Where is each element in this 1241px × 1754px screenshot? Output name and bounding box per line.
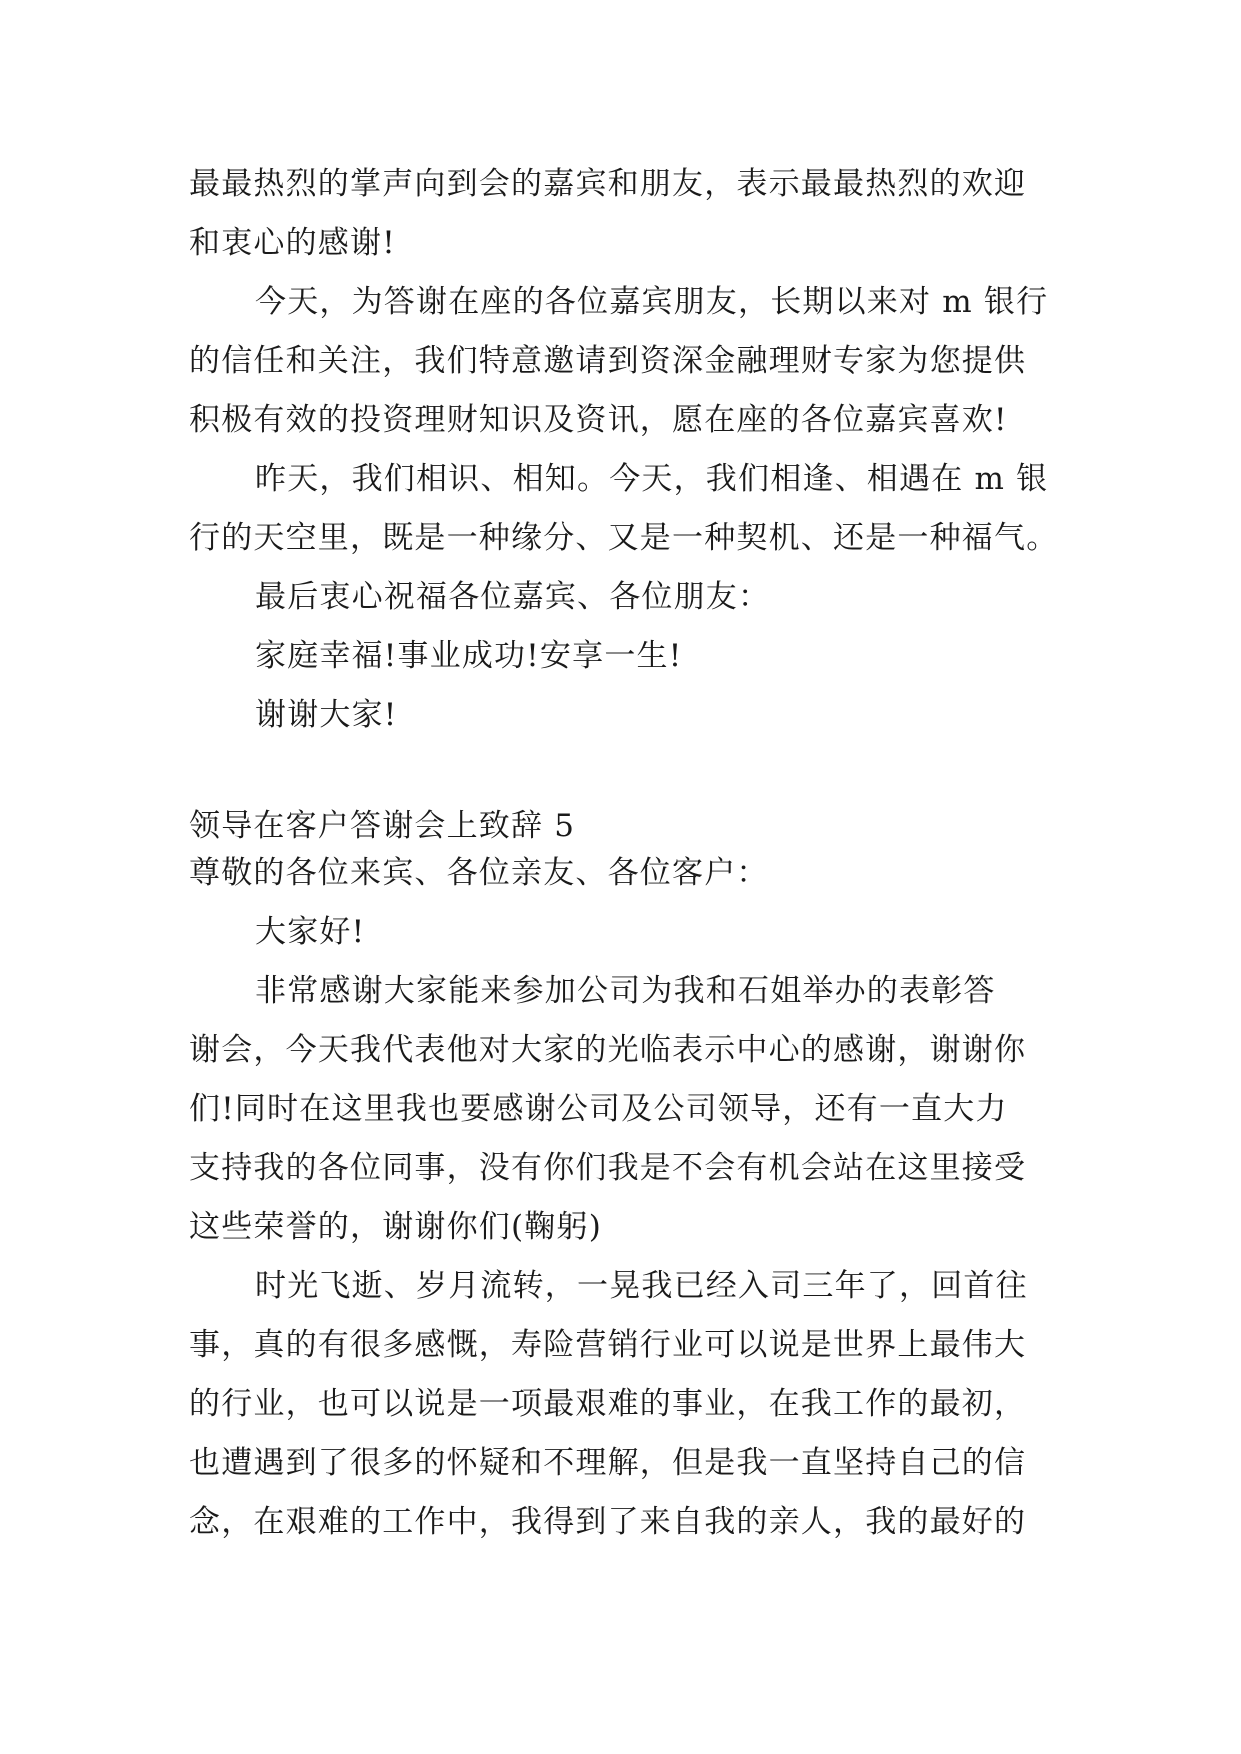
text-line: 行的天空里，既是一种缘分、又是一种契机、还是一种福气。 (189, 520, 1059, 556)
paragraph-first-line: 非常感谢大家能来参加公司为我和石姐举办的表彰答 (255, 973, 996, 1009)
text-line: 支持我的各位同事，没有你们我是不会有机会站在这里接受 (189, 1150, 1027, 1186)
text-line: 的信任和关注，我们特意邀请到资深金融理财专家为您提供 (189, 343, 1027, 379)
document-body (189, 155, 1059, 1552)
greeting-line: 大家好! (255, 914, 366, 950)
section-gap (189, 745, 1059, 803)
section-title: 领导在客户答谢会上致辞 5 (189, 808, 576, 844)
text-line: 积极有效的投资理财知识及资讯，愿在座的各位嘉宾喜欢! (189, 402, 1008, 438)
text-line: 和衷心的感谢! (189, 225, 396, 261)
thanks-line: 谢谢大家! (255, 697, 398, 733)
blessing-line: 最后衷心祝福各位嘉宾、各位朋友： (255, 579, 771, 615)
text-line: 也遭遇到了很多的怀疑和不理解，但是我一直坚持自己的信 (189, 1445, 1027, 1481)
paragraph-first-line: 今天，为答谢在座的各位嘉宾朋友，长期以来对 m 银行 (255, 284, 1049, 320)
text-line: 最最热烈的掌声向到会的嘉宾和朋友，表示最最热烈的欢迎 (189, 166, 1027, 202)
paragraph-first-line: 时光飞逝、岁月流转，一晃我已经入司三年了，回首往 (255, 1268, 1028, 1304)
text-line: 事，真的有很多感慨，寿险营销行业可以说是世界上最伟大 (189, 1327, 1027, 1363)
text-line: 的行业，也可以说是一项最艰难的事业，在我工作的最初， (189, 1386, 1027, 1422)
text-line: 谢会，今天我代表他对大家的光临表示中心的感谢，谢谢你 (189, 1032, 1027, 1068)
paragraph-first-line: 昨天，我们相识、相知。今天，我们相逢、相遇在 m 银 (255, 461, 1049, 497)
text-line: 这些荣誉的，谢谢你们(鞠躬) (189, 1209, 602, 1245)
salutation-line: 尊敬的各位来宾、各位亲友、各位客户： (189, 855, 769, 891)
text-line: 念，在艰难的工作中，我得到了来自我的亲人，我的最好的 (189, 1504, 1027, 1540)
text-line: 们!同时在这里我也要感谢公司及公司领导，还有一直大力 (189, 1091, 1008, 1127)
wishes-line: 家庭幸福!事业成功!安享一生! (255, 638, 683, 674)
